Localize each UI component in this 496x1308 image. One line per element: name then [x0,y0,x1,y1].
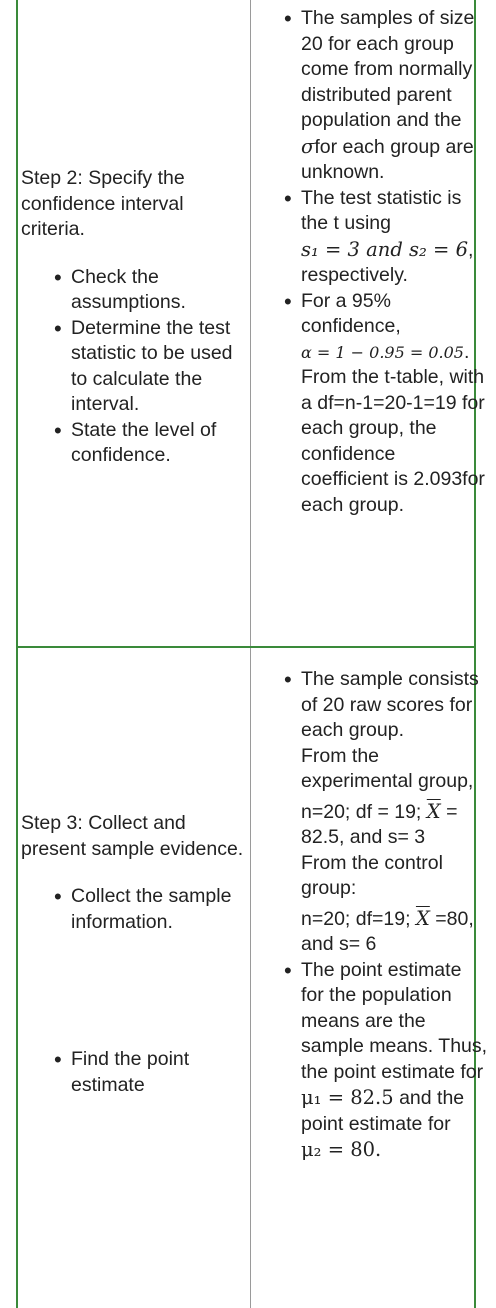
list-item: • Collect the sample information. [21,884,249,935]
mu1-estimate: μ₁ = 82.5 [301,1086,394,1109]
list-item: • Find the point estimate [21,1047,249,1098]
alpha-formula: α = 1 − 0.95 = 0.05 [301,342,464,362]
list-item: • The point estimate for the population means are the sample means. Thus, the point estimate for μ₁ = 82.5 and the point estimate for μ₂ = 80. [258,958,488,1164]
sample-mean-symbol: $\overline{X}$ [415,906,430,930]
list-item: • Check the assumptions. [21,265,249,316]
step2-task-list [21,265,249,469]
step3-detail-list [258,667,488,1164]
step3-task-list [21,884,249,1098]
step3-title: Step 3: Collect and present sample evidence. [21,812,244,860]
table-left-border [16,0,18,1308]
list-item: • The test statistic is the t using s₁ = 3 and s₂ = 6, respectively. [258,186,488,289]
step3-right-cell [258,667,488,1164]
list-item: • The sample consists of 20 raw scores for each group. From the experimental group, n=20; df = 19; $\overline{X} = 82.5$, and s= 3 From the control group: n=20; df=19; $\overline{X} =80$, and s= 6 [258,667,488,958]
step2-detail-list [258,6,488,518]
list-item: • Determine the test statistic to be used to calculate the interval. [21,316,249,418]
sample-mean-symbol: $\overline{X}$ [426,799,441,823]
sigma-symbol: σ [301,134,315,158]
experimental-group-stats: n=20; df = 19; $\overline{X} = 82.5$, and s= 3 [301,799,458,848]
step2-title: Step 2: Specify the confidence interval criteria. [21,167,185,240]
list-item: • The samples of size 20 for each group come from normally distributed parent population and the σfor each group are unknown. [258,6,488,186]
row-divider [16,646,475,648]
list-item: • For a 95% confidence, α = 1 − 0.95 = 0.05. From the t-table, with a df=n-1=20-1=19 for each group, the confidence coefficient is 2.093for each group. [258,289,488,519]
column-divider [250,0,251,1308]
step2-right-cell [258,6,488,518]
step3-left-cell [21,811,249,1098]
control-group-stats: n=20; df=19; $\overline{X} =80$, and s= 6 [301,906,474,955]
mu2-estimate: μ₂ = 80. [301,1138,382,1161]
sample-sd-formula: s₁ = 3 and s₂ = 6 [301,237,468,261]
step2-left-cell [21,166,249,469]
list-item: • State the level of confidence. [21,418,249,469]
